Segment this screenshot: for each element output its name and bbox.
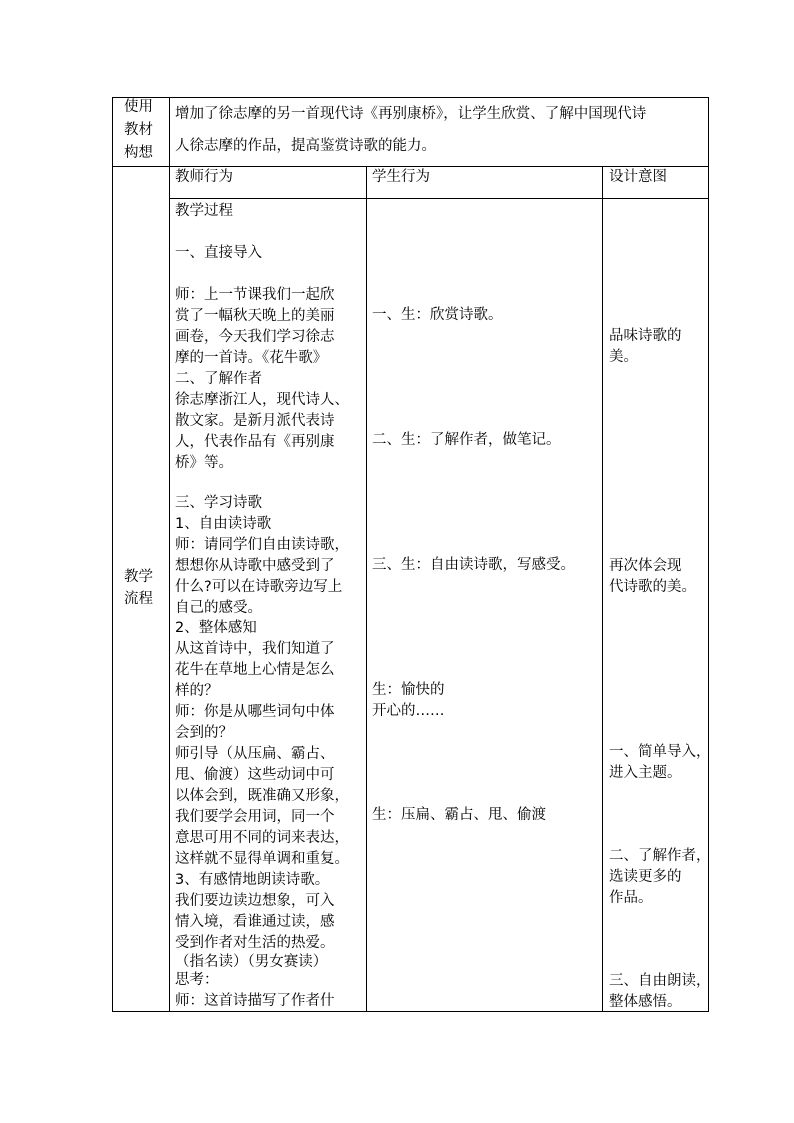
teacher-line: 1、自由读诗歌 (175, 516, 272, 532)
design-line: 品味诗歌的 (609, 328, 682, 344)
teacher-line: 从这首诗中，我们知道了 (175, 641, 335, 657)
header-teacher-behavior: 教师行为 (175, 169, 233, 185)
row2-label-line: 流程 (124, 591, 153, 607)
teacher-line: 师：上一节课我们一起欣 (175, 287, 335, 303)
header-design-intent: 设计意图 (609, 169, 667, 185)
table-divider-label-col (169, 97, 170, 1012)
header-student-behavior: 学生行为 (372, 169, 430, 185)
row2-label-line: 教学 (124, 569, 153, 585)
design-line: 作品。 (609, 890, 653, 906)
table-divider-header (170, 198, 709, 199)
table-border-left (112, 97, 113, 1012)
design-line: 代诗歌的美。 (609, 579, 696, 595)
design-line: 二、了解作者， (609, 848, 711, 864)
design-line: 再次体会现 (609, 558, 682, 574)
design-line: 美。 (609, 349, 638, 365)
teacher-line: 这样就不显得单调和重复。 (175, 851, 349, 867)
design-line: 进入主题。 (609, 765, 682, 781)
design-line: 一、简单导入， (609, 744, 711, 760)
table-border-right (708, 97, 709, 1012)
teacher-line: 人，代表作品有《再别康 (175, 434, 335, 450)
teacher-line: 受到作者对生活的热爱。 (175, 935, 335, 951)
teacher-line: 师引导（从压扁、霸占、 (175, 746, 335, 762)
row1-content-line: 增加了徐志摩的另一首现代诗《再别康桥》，让学生欣赏、了解中国现代诗 (175, 106, 647, 122)
teacher-line: 甩、偷渡）这些动词中可 (175, 767, 335, 783)
student-item: 一、生：欣赏诗歌。 (372, 307, 503, 323)
student-item: 开心的…… (372, 703, 445, 719)
student-item: 生：压扁、霸占、甩、偷渡 (372, 807, 546, 823)
teacher-line: 三、学习诗歌 (175, 495, 262, 511)
teacher-line: （指名读）（男女赛读） (175, 954, 328, 970)
teacher-line: 摩的一首诗。《花牛歌》 (175, 350, 328, 366)
teacher-line: 自己的感受。 (175, 600, 262, 616)
teacher-line: 师：请同学们自由读诗歌， (175, 537, 349, 553)
design-line: 三、自由朗读， (609, 973, 711, 989)
teacher-line: 师：这首诗描写了作者什 (175, 993, 335, 1009)
teacher-line: 花牛在草地上心情是怎么 (175, 662, 335, 678)
teacher-line: 思考： (175, 972, 219, 988)
row1-content-line: 人徐志摩的作品，提高鉴赏诗歌的能力。 (175, 138, 436, 154)
teacher-line: 师：你是从哪些词句中体 (175, 704, 335, 720)
teacher-line: 散文家。是新月派代表诗 (175, 413, 335, 429)
teacher-line: 我们要学会用词，同一个 (175, 809, 335, 825)
row1-label-line: 教材 (124, 122, 153, 138)
teacher-line: 一、直接导入 (175, 245, 262, 261)
teacher-line: 徐志摩浙江人，现代诗人、 (175, 392, 349, 408)
teacher-line: 画卷，今天我们学习徐志 (175, 329, 335, 345)
teacher-line: 我们要边读边想象，可入 (175, 893, 335, 909)
teacher-line: 3、有感情地朗读诗歌。 (175, 872, 330, 888)
teacher-line: 什么?可以在诗歌旁边写上 (175, 579, 343, 595)
student-item: 生：愉快的 (372, 682, 445, 698)
teacher-line: 教学过程 (175, 203, 233, 219)
teacher-line: 2、整体感知 (175, 620, 257, 636)
table-divider-teacher-col (366, 166, 367, 1012)
student-item: 三、生：自由读诗歌，写感受。 (372, 557, 575, 573)
teacher-line: 意思可用不同的词来表达， (175, 830, 349, 846)
design-line: 选读更多的 (609, 869, 682, 885)
teacher-line: 情入境，看谁通过读，感 (175, 914, 335, 930)
teacher-line: 会到的？ (175, 725, 233, 741)
student-item: 二、生：了解作者，做笔记。 (372, 432, 561, 448)
design-line: 整体感悟。 (609, 994, 682, 1010)
row1-label-line: 使用 (124, 99, 153, 115)
table-border-top (112, 97, 709, 98)
teacher-line: 想想你从诗歌中感受到了 (175, 558, 335, 574)
teacher-line: 二、了解作者 (175, 371, 262, 387)
row1-label-line: 构想 (124, 145, 153, 161)
teacher-line: 桥》等。 (175, 455, 233, 471)
teacher-line: 赏了一幅秋天晚上的美丽 (175, 308, 335, 324)
table-divider-student-col (602, 166, 603, 1012)
teacher-line: 以体会到，既准确又形象， (175, 788, 349, 804)
teacher-line: 样的？ (175, 683, 219, 699)
